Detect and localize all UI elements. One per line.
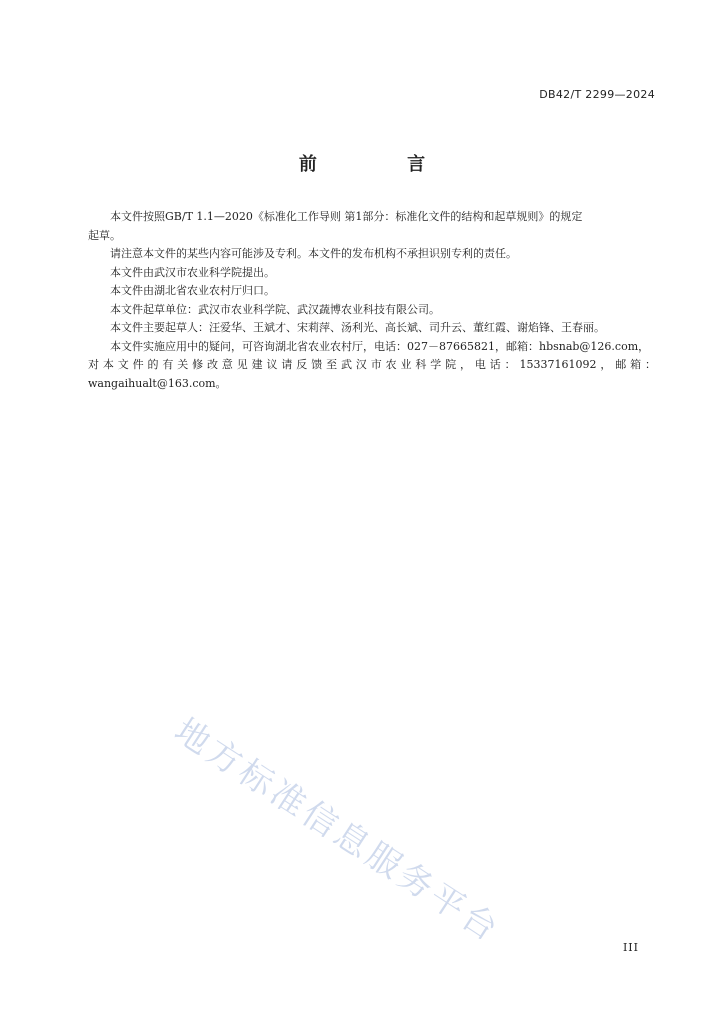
paragraph-scope-cont: 起草。 (88, 228, 121, 242)
document-body (88, 208, 656, 393)
paragraph-scope: 本文件按照GB/T 1.1—2020《标准化工作导则 第1部分：标准化文件的结构和起草规则》的规定 (110, 210, 583, 223)
paragraph-administrator: 本文件由湖北省农业农村厅归口。 (110, 284, 275, 297)
standard-code: DB42/T 2299—2024 (539, 88, 655, 101)
paragraph-drafters: 本文件主要起草人：汪爱华、王斌才、宋莉萍、汤利光、高长斌、司升云、董红霞、谢焰锋、王春丽。 (110, 321, 605, 334)
paragraph-patent: 请注意本文件的某些内容可能涉及专利。本文件的发布机构不承担识别专利的责任。 (110, 247, 517, 260)
page-title: 前 言 (298, 154, 468, 175)
paragraph-drafting-units: 本文件起草单位：武汉市农业科学院、武汉蔬博农业科技有限公司。 (110, 302, 440, 316)
paragraph-proposer: 本文件由武汉市农业科学院提出。 (110, 265, 275, 279)
paragraph-contact: 本文件实施应用中的疑问，可咨询湖北省农业农村厅，电话：027－87665821，邮箱：hbsnab@126.com， (110, 339, 650, 353)
paragraph-contact-cont: 对本文件的有关修改意见建议请反馈至武汉市农业科学院，电话：15337161092，邮箱：wangaihualt@163.com。 (88, 358, 656, 390)
page-number: III (622, 941, 639, 954)
watermark: 地方标准信息服务平台 (167, 710, 508, 952)
